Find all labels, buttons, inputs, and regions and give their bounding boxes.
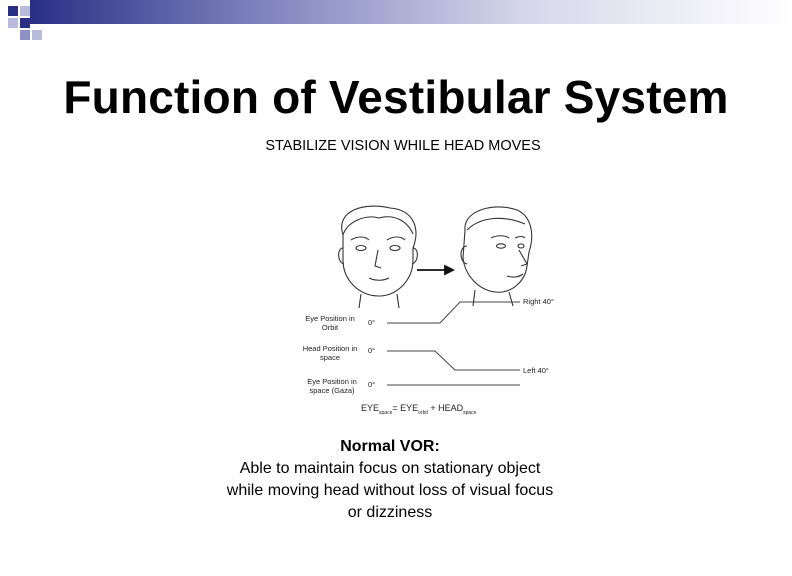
label-zero-orbit: 0° <box>368 318 376 327</box>
header-square-5 <box>32 30 42 40</box>
equation-head-sub: space <box>463 409 477 416</box>
trace-lines <box>387 302 520 385</box>
vor-diagram <box>295 200 575 422</box>
head-space-trace <box>387 351 520 370</box>
caption-line-3: or dizziness <box>347 504 433 521</box>
caption-line-1: Able to maintain focus on stationary object <box>239 460 541 477</box>
vor-equation <box>361 404 476 418</box>
equation-plus-head: + HEAD <box>427 403 464 413</box>
header-gradient-bar <box>30 0 792 24</box>
head-front-illustration <box>339 206 418 308</box>
vor-caption <box>190 436 590 524</box>
label-left-40: Left 40° <box>523 366 549 375</box>
eye-orbit-trace <box>387 302 520 323</box>
header-square-6 <box>20 30 30 40</box>
equation-eye-sub: space <box>379 409 393 416</box>
slide-subtitle: STABILIZE VISION WHILE HEAD MOVES <box>265 138 541 154</box>
equation-orbit-sub: orbit <box>418 409 428 416</box>
turn-arrow <box>417 266 453 274</box>
label-head-position-space: Head Position in space <box>302 344 358 362</box>
header-square-3 <box>8 18 18 28</box>
label-eye-position-orbit: Eye Position in Orbit <box>305 314 355 332</box>
header-square-2 <box>20 6 30 16</box>
label-zero-eye-space: 0° <box>368 380 376 389</box>
label-right-40: Right 40° <box>523 297 554 306</box>
header-square-1 <box>8 6 18 16</box>
equation-eye: EYE <box>361 403 380 413</box>
slide-title: Function of Vestibular System <box>63 71 729 123</box>
equation-eq: = EYE <box>392 403 419 413</box>
caption-heading: Normal VOR: <box>340 438 440 455</box>
label-eye-position-space: Eye Position in space (Gaza) <box>307 377 357 395</box>
head-turned-illustration <box>461 207 532 306</box>
label-zero-head: 0° <box>368 346 376 355</box>
header-square-4 <box>20 18 30 28</box>
caption-line-2: while moving head without loss of visual focus <box>226 482 554 499</box>
